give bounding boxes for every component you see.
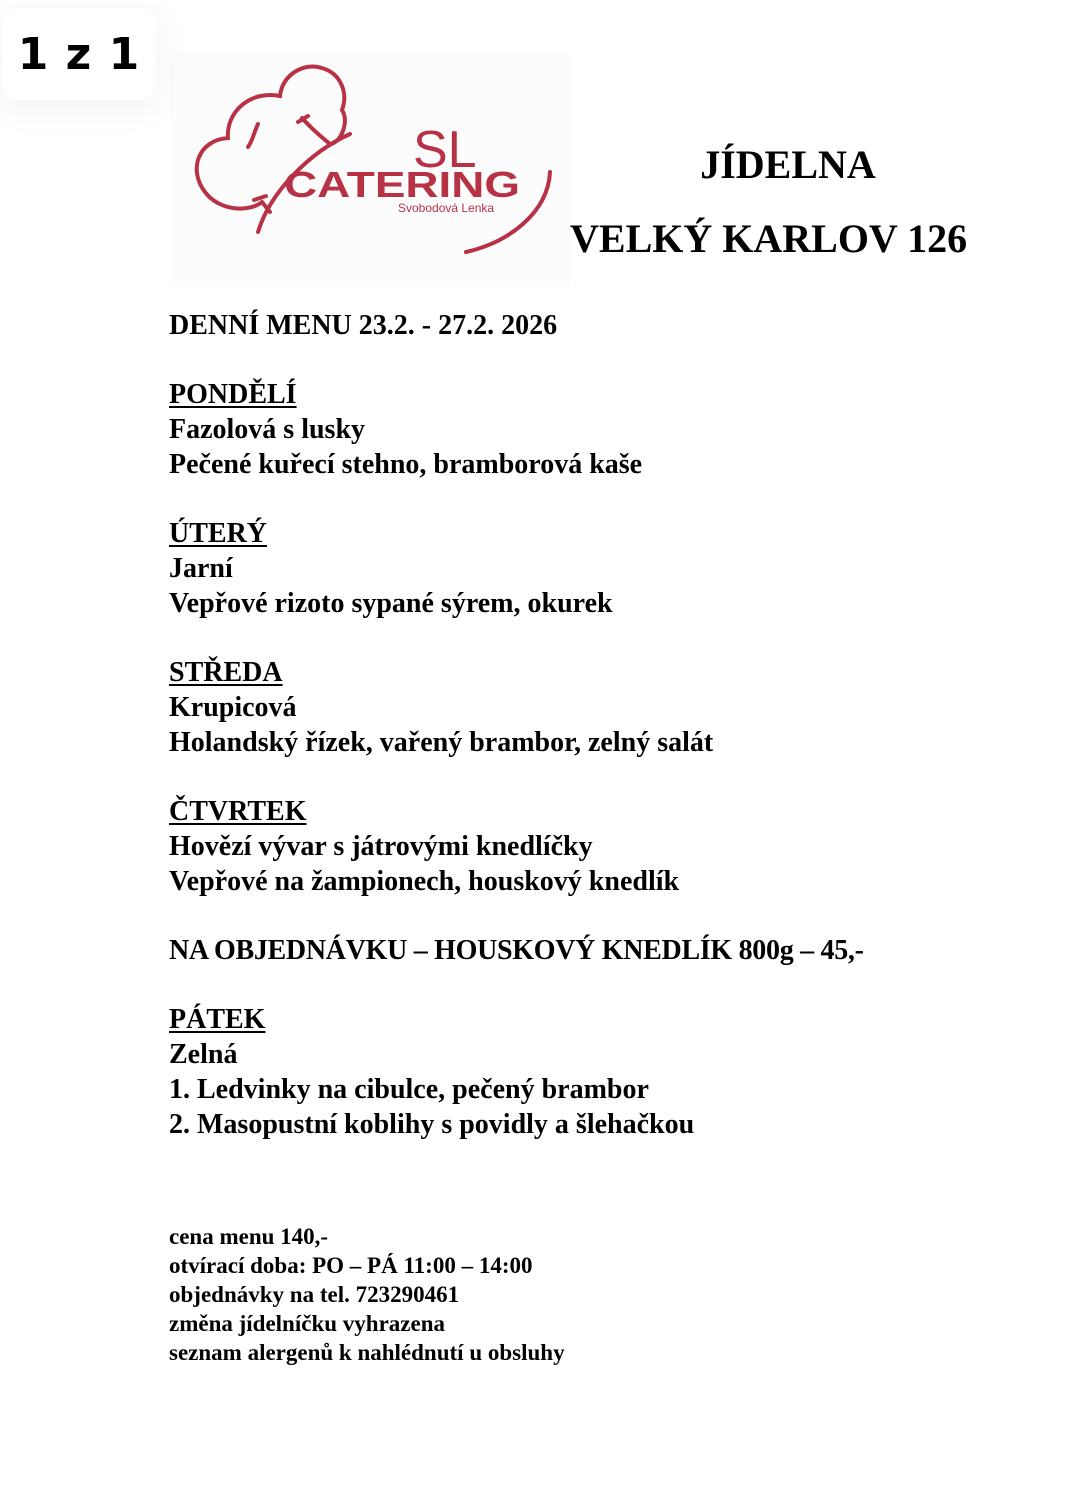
allergens-note: seznam alergenů k nahlédnutí u obsluhy: [169, 1340, 565, 1365]
canteen-title: JÍDELNA: [700, 142, 876, 187]
order-phone: objednávky na tel. 723290461: [169, 1282, 460, 1307]
main-dish-item: 2. Masopustní koblihy s povidly a šlehačkou: [169, 1109, 695, 1140]
soup-item: Fazolová s lusky: [169, 414, 366, 445]
main-dish-item: Vepřové na žampionech, houskový knedlík: [169, 866, 680, 897]
soup-item: Hovězí vývar s játrovými knedlíčky: [169, 831, 593, 862]
day-name: PONDĚLÍ: [169, 379, 297, 410]
day-friday: [169, 1002, 1029, 1142]
day-name: STŘEDA: [169, 657, 283, 688]
sl-catering-logo: [170, 52, 570, 286]
day-monday: [169, 377, 1029, 482]
canteen-header: [570, 142, 1018, 261]
day-name: ČTVRTEK: [169, 796, 307, 827]
soup-item: Jarní: [169, 553, 233, 584]
day-thursday: [169, 794, 1029, 899]
day-name: ÚTERÝ: [169, 518, 268, 549]
logo-brand-main: CATERING: [284, 164, 520, 205]
logo-brand-sub: Svobodová Lenka: [398, 201, 495, 215]
day-wednesday: [169, 655, 1029, 760]
soup-item: Zelná: [169, 1039, 238, 1070]
menu-change-note: změna jídelníčku vyhrazena: [169, 1311, 445, 1336]
menu-price: cena menu 140,-: [169, 1224, 329, 1249]
opening-hours: otvírací doba: PO – PÁ 11:00 – 14:00: [169, 1253, 533, 1278]
footer-info: [169, 1222, 565, 1367]
canteen-address: VELKÝ KARLOV 126: [570, 216, 968, 261]
daily-menu: [169, 308, 1029, 1176]
menu-title: DENNÍ MENU 23.2. - 27.2. 2026: [169, 310, 558, 341]
main-dish-item: Holandský řízek, vařený brambor, zelný salát: [169, 727, 714, 758]
day-name: PÁTEK: [169, 1004, 266, 1035]
main-dish-item: Vepřové rizoto sypané sýrem, okurek: [169, 588, 613, 619]
main-dish-item: Pečené kuřecí stehno, bramborová kaše: [169, 449, 643, 480]
page-indicator: 1 z 1: [2, 8, 156, 100]
order-note: NA OBJEDNÁVKU – HOUSKOVÝ KNEDLÍK 800g – 45,-: [169, 935, 864, 966]
logo-brand-top: SL: [413, 121, 477, 179]
soup-item: Krupicová: [169, 692, 297, 723]
day-tuesday: [169, 516, 1029, 621]
chef-hat-icon: [197, 66, 550, 252]
main-dish-item: 1. Ledvinky na cibulce, pečený brambor: [169, 1074, 649, 1105]
